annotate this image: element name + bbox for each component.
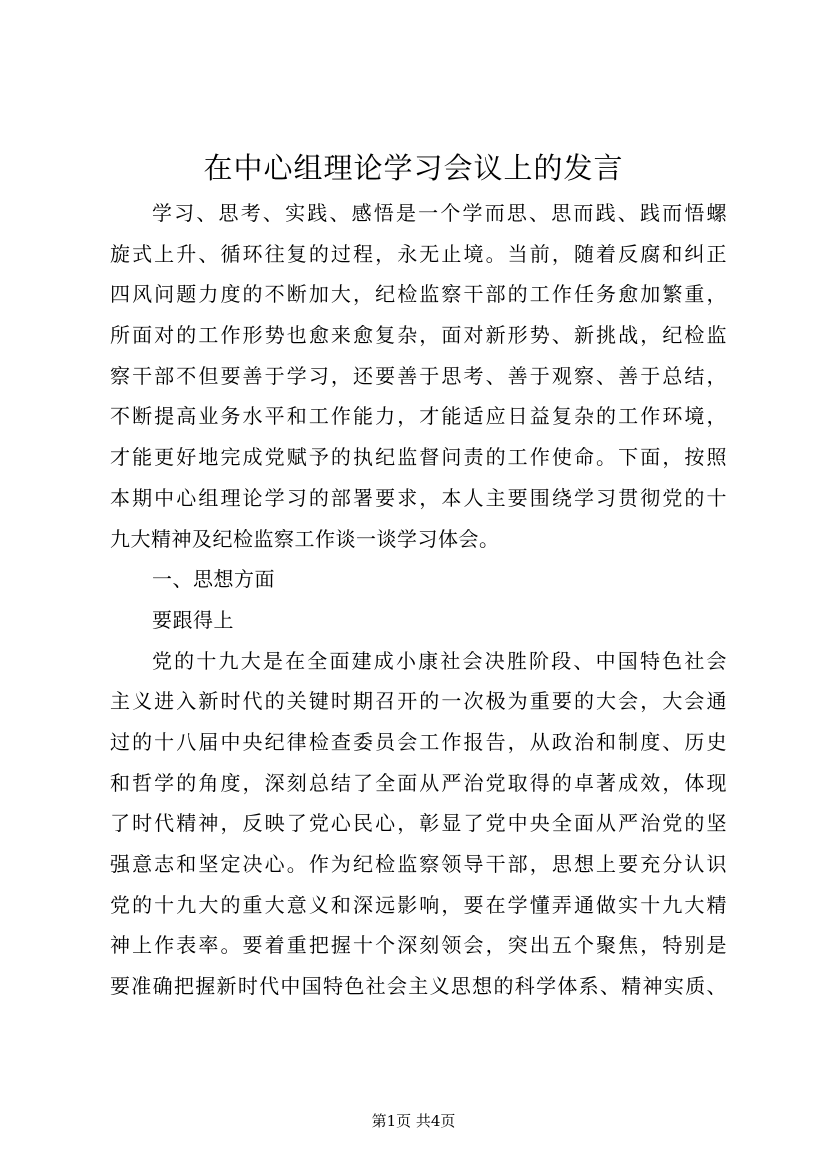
paragraph-line: 党的十九大是在全面建成小康社会决胜阶段、中国特色社会 (152, 648, 727, 673)
paragraph-line: 学习、思考、实践、感悟是一个学而思、思而践、践而悟螺 (152, 201, 727, 225)
paragraph-line: 过的十八届中央纪律检查委员会工作报告，从政治和制度、历史 (110, 729, 727, 754)
paragraph-line: 和哲学的角度，深刻总结了全面从严治党取得的卓著成效，体现 (110, 770, 727, 795)
paragraph-line: 党的十九大的重大意义和深远影响，要在学懂弄通做实十九大精 (110, 892, 727, 917)
paragraph-line: 才能更好地完成党赋予的执纪监督问责的工作使命。下面，按照 (110, 445, 727, 470)
paragraph-line: 了时代精神，反映了党心民心，彰显了党中央全面从严治党的坚 (110, 811, 727, 836)
paragraph-line: 不断提高业务水平和工作能力，才能适应日益复杂的工作环境， (110, 404, 727, 429)
paragraph-line: 察干部不但要善于学习，还要善于思考、善于观察、善于总结， (110, 363, 727, 388)
document-title: 在中心组理论学习会议上的发言 (203, 151, 624, 185)
subsection-heading: 要跟得上 (152, 607, 234, 632)
paragraph-line: 本期中心组理论学习的部署要求，本人主要围绕学习贯彻党的十 (110, 485, 727, 510)
paragraph-line: 主义进入新时代的关键时期召开的一次极为重要的大会，大会通 (110, 689, 727, 714)
paragraph-line: 所面对的工作形势也愈来愈复杂，面对新形势、新挑战，纪检监 (110, 323, 727, 348)
paragraph-line: 强意志和坚定决心。作为纪检监察领导干部，思想上要充分认识 (110, 852, 727, 876)
page-footer: 第1页 共4页 (371, 1112, 456, 1130)
section-heading: 一、思想方面 (152, 567, 275, 592)
paragraph-line: 九大精神及纪检监察工作谈一谈学习体会。 (110, 526, 500, 551)
document-body (110, 193, 727, 1007)
paragraph-line: 四风问题力度的不断加大，纪检监察干部的工作任务愈加繁重， (110, 282, 727, 307)
paragraph-line: 神上作表率。要着重把握十个深刻领会，突出五个聚焦，特别是 (110, 933, 727, 958)
paragraph-line: 旋式上升、循环往复的过程，永无止境。当前，随着反腐和纠正 (110, 241, 727, 266)
paragraph-line: 要准确把握新时代中国特色社会主义思想的科学体系、精神实质、 (110, 974, 727, 999)
